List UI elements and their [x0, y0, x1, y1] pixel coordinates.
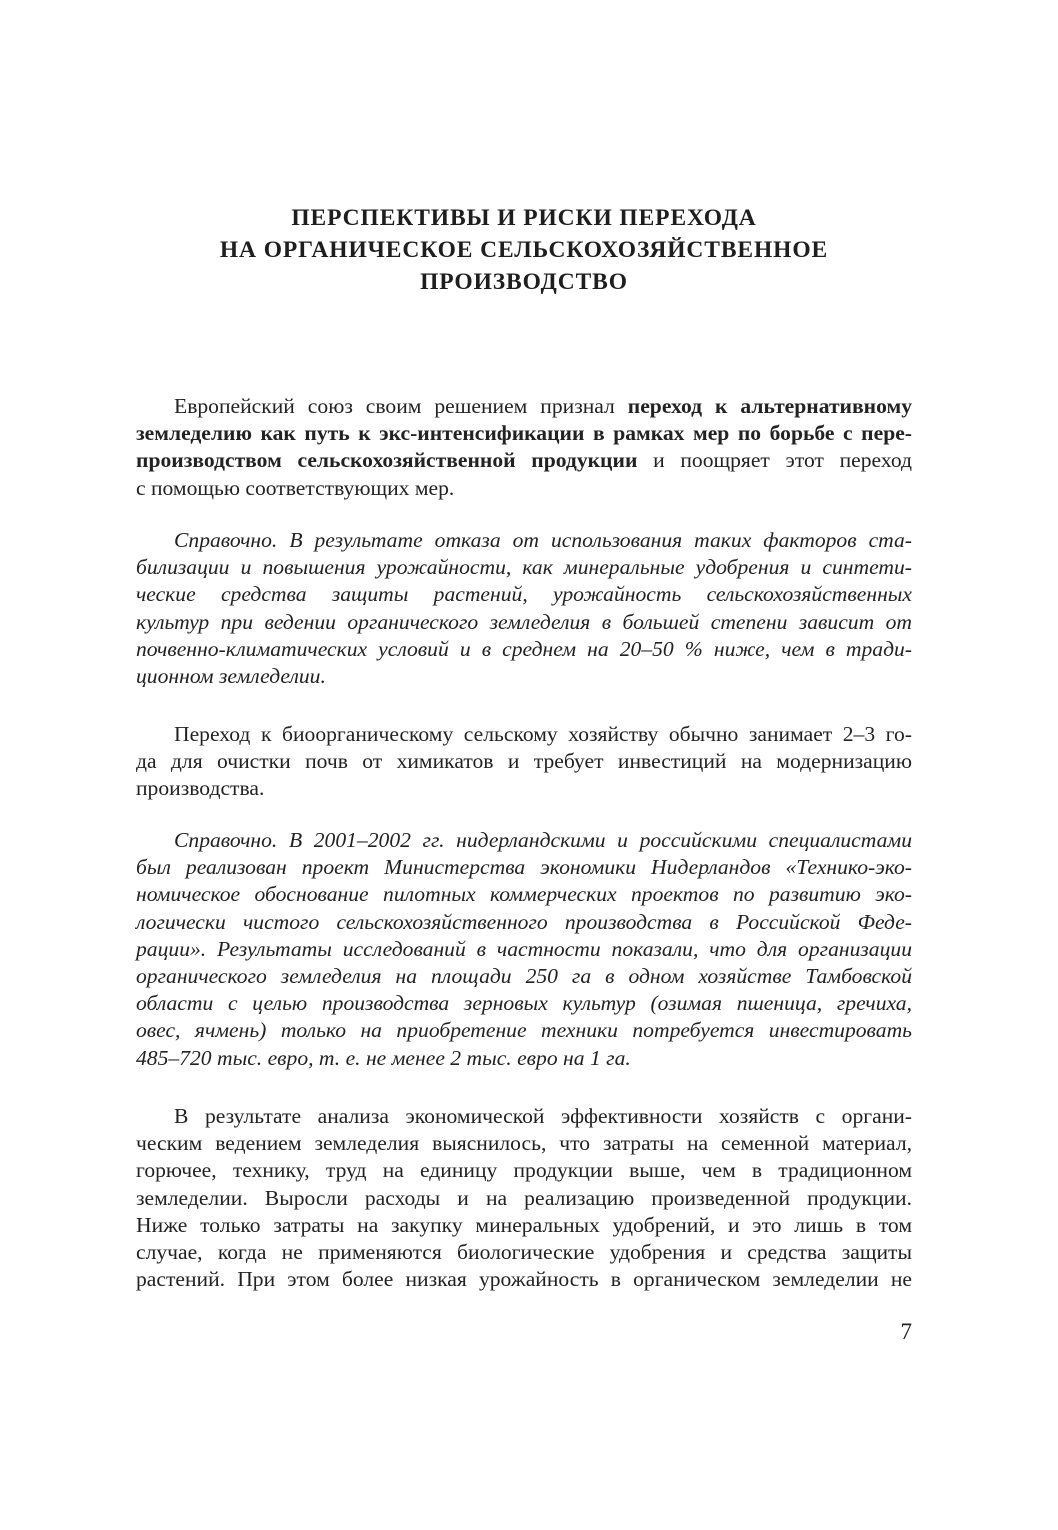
text-line	[136, 447, 912, 474]
text-line: ческие средства защиты растений, урожайность сельскохозяйственных	[136, 582, 912, 607]
text-line: Ниже только затраты на закупку минеральных удобрений, и это лишь в том	[136, 1212, 912, 1237]
text-line: ционном земледелии.	[136, 664, 326, 689]
paragraph-intro	[136, 393, 912, 502]
title-line: НА ОРГАНИЧЕСКОЕ СЕЛЬСКОХОЗЯЙСТВЕННОЕ	[219, 237, 829, 263]
text-regular: и поощряет этот переход	[637, 448, 912, 473]
text-line: области с целью производства зерновых культур (озимая пшеница, гречиха,	[136, 991, 912, 1016]
text-line: органического земледелия на площади 250 га в одном хозяйстве Тамбовской	[136, 964, 912, 989]
paragraph-reference-project	[136, 827, 912, 1072]
text-bold: переход к альтернативному	[627, 394, 912, 418]
text-line: случае, когда не применяются биологические удобрения и средства защиты	[136, 1240, 912, 1265]
text-line: В результате анализа экономической эффективности хозяйств с органи-	[174, 1104, 912, 1128]
text-regular: Европейский союз своим решением признал	[174, 394, 628, 418]
text-line: производства.	[136, 776, 265, 801]
text-line: с помощью соответствующих мер.	[136, 475, 455, 500]
text-line	[136, 393, 912, 420]
text-line: логически чистого сельскохозяйственного производства в Российской Феде-	[136, 909, 912, 934]
text-line: горючее, технику, труд на единицу продукции выше, чем в традиционном	[136, 1158, 912, 1183]
text-line: растений. При этом более низкая урожайность в органическом земледелии не	[136, 1267, 912, 1292]
text-line: был реализован проект Министерства экономики Нидерландов «Технико-эко-	[136, 855, 912, 880]
text-line: культур при ведении органического земледелия в большей степени зависит от	[136, 609, 912, 634]
paragraph-transition	[136, 721, 912, 803]
text-line: рации». Результаты исследований в частности показали, что для организации	[136, 936, 912, 961]
text-line: почвенно-климатических условий и в среднем на 20–50 % ниже, чем в тради-	[136, 636, 912, 661]
text-bold: земледелию как путь к экс-интенсификации в рамках мер по борьбе с пере-	[136, 421, 912, 446]
paragraph-analysis	[136, 1103, 912, 1293]
text-line	[136, 420, 912, 447]
text-bold: производством сельскохозяйственной продукции	[136, 448, 638, 473]
page-number: 7	[900, 1319, 912, 1344]
text-line: Справочно. В 2001–2002 гг. нидерландскими и российскими специалистами	[174, 828, 912, 852]
text-line: земледелии. Выросли расходы и на реализацию произведенной продукции.	[136, 1185, 912, 1210]
text-line: билизации и повышения урожайности, как минеральные удобрения и синтети-	[136, 555, 912, 580]
paragraph-reference-note	[136, 527, 912, 690]
text-line: 485–720 тыс. евро, т. е. не менее 2 тыс. евро на 1 га.	[136, 1045, 631, 1070]
page-title	[136, 202, 912, 298]
text-line: Переход к биоорганическому сельскому хозяйству обычно занимает 2–3 го-	[174, 722, 912, 746]
text-line: овес, ячмень) только на приобретение техники потребуется инвестировать	[136, 1018, 912, 1043]
text-line: да для очистки почв от химикатов и требует инвестиций на модернизацию	[136, 749, 912, 774]
text-line: ческим ведением земледелия выяснилось, что затраты на семенной материал,	[136, 1131, 912, 1156]
title-line: ПЕРСПЕКТИВЫ И РИСКИ ПЕРЕХОДА	[291, 205, 757, 231]
title-line: ПРОИЗВОДСТВО	[420, 269, 628, 295]
text-line: Справочно. В результате отказа от использования таких факторов ста-	[174, 528, 912, 552]
text-line: номическое обоснование пилотных коммерческих проектов по развитию эко-	[136, 882, 912, 907]
